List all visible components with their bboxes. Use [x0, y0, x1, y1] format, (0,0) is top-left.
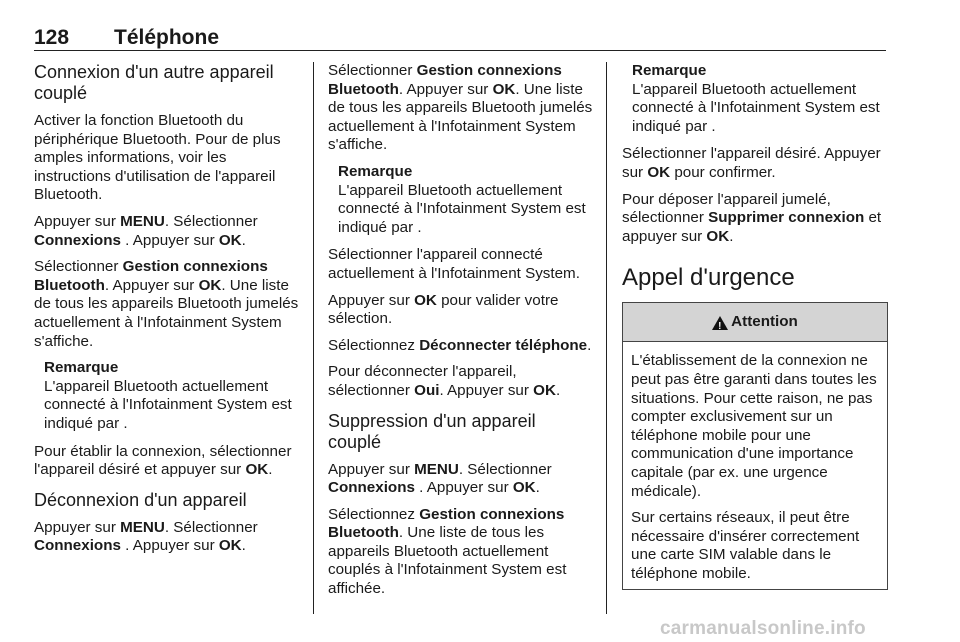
- page-number: 128: [34, 26, 70, 49]
- page-header: [34, 22, 886, 50]
- note-text: L'appareil Bluetooth actuellement connecté à l'Infotainment System est indiqué par .: [44, 377, 292, 432]
- note-title: Remarque: [338, 162, 413, 180]
- warning-icon: [712, 316, 728, 330]
- column-1: [34, 62, 299, 564]
- paragraph: Pour établir la connexion, sélectionner l'appareil désiré et appuyer sur OK.: [34, 442, 292, 479]
- paragraph: Appuyer sur MENU. Sélectionner Connexions . Appuyer sur OK.: [34, 212, 258, 249]
- note-title: Remarque: [44, 359, 119, 377]
- paragraph: Appuyer sur MENU. Sélectionner Connexions . Appuyer sur OK.: [34, 518, 258, 555]
- note: [632, 62, 888, 136]
- paragraph: Appuyer sur OK pour valider votre sélection.: [328, 291, 559, 328]
- paragraph: Pour déconnecter l'appareil, sélectionner Oui. Appuyer sur OK.: [328, 363, 561, 399]
- note: [44, 359, 299, 433]
- paragraph: Sélectionner l'appareil désiré. Appuyer sur OK pour confirmer.: [622, 145, 881, 181]
- page-title: Téléphone: [114, 26, 220, 49]
- header-divider: [34, 50, 886, 51]
- paragraph: Appuyer sur MENU. Sélectionner Connexions . Appuyer sur OK.: [328, 460, 552, 497]
- watermark: carmanualsonline.info: [660, 618, 866, 639]
- column-3: [622, 62, 888, 590]
- heading-delete-paired: Suppression d'un appareil couplé: [328, 410, 536, 452]
- paragraph: Sélectionner l'appareil connecté actuellement à l'Infotainment System.: [328, 246, 580, 282]
- warning-header: [623, 303, 887, 342]
- paragraph: Sélectionnez Déconnecter téléphone.: [328, 336, 592, 354]
- paragraph: Sélectionnez Gestion connexions Bluetooth. Une liste de tous les appareils Bluetooth actuellement couplés à l'Infotainment System est affichée.: [328, 505, 567, 598]
- column-divider-2: [606, 62, 607, 614]
- note-text: L'appareil Bluetooth actuellement connecté à l'Infotainment System est indiqué par .: [338, 181, 586, 236]
- note-text: L'appareil Bluetooth actuellement connecté à l'Infotainment System est indiqué par .: [632, 80, 880, 135]
- warning-body: [623, 342, 887, 589]
- paragraph: Pour déposer l'appareil jumelé, sélectionner Supprimer connexion et appuyer sur OK.: [622, 190, 882, 245]
- warning-box: [622, 302, 888, 590]
- heading-connect-other: Connexion d'un autre appareil couplé: [34, 62, 274, 103]
- heading-emergency-call: Appel d'urgence: [622, 264, 795, 292]
- paragraph: Sur certains réseaux, il peut être nécessaire d'insérer correctement une carte SIM valable dans le téléphone mobile.: [631, 509, 860, 582]
- column-divider-1: [313, 62, 314, 614]
- note: [338, 163, 593, 237]
- note-title: Remarque: [632, 62, 707, 79]
- paragraph: Activer la fonction Bluetooth du périphérique Bluetooth. Pour de plus amples informations, voir les instructions d'utilisation de l'appareil Bluetooth.: [34, 112, 281, 204]
- paragraph: Sélectionner Gestion connexions Bluetooth. Appuyer sur OK. Une liste de tous les appareils Bluetooth jumelés actuellement à l'Infotainment System s'affiche.: [328, 62, 593, 154]
- warning-title: Attention: [731, 313, 798, 331]
- column-2: [328, 62, 593, 607]
- paragraph: L'établissement de la connexion ne peut pas être garanti dans toutes les situations. Pour cette raison, ne pas compter exclusivement sur un téléphone mobile pour une communication d'une importance capitale (par ex. une urgence médicale).: [631, 352, 877, 500]
- paragraph: Sélectionner Gestion connexions Bluetooth. Appuyer sur OK. Une liste de tous les appareils Bluetooth jumelés actuellement à l'Infotainment System s'affiche.: [34, 258, 299, 350]
- heading-disconnect: Déconnexion d'un appareil: [34, 489, 247, 510]
